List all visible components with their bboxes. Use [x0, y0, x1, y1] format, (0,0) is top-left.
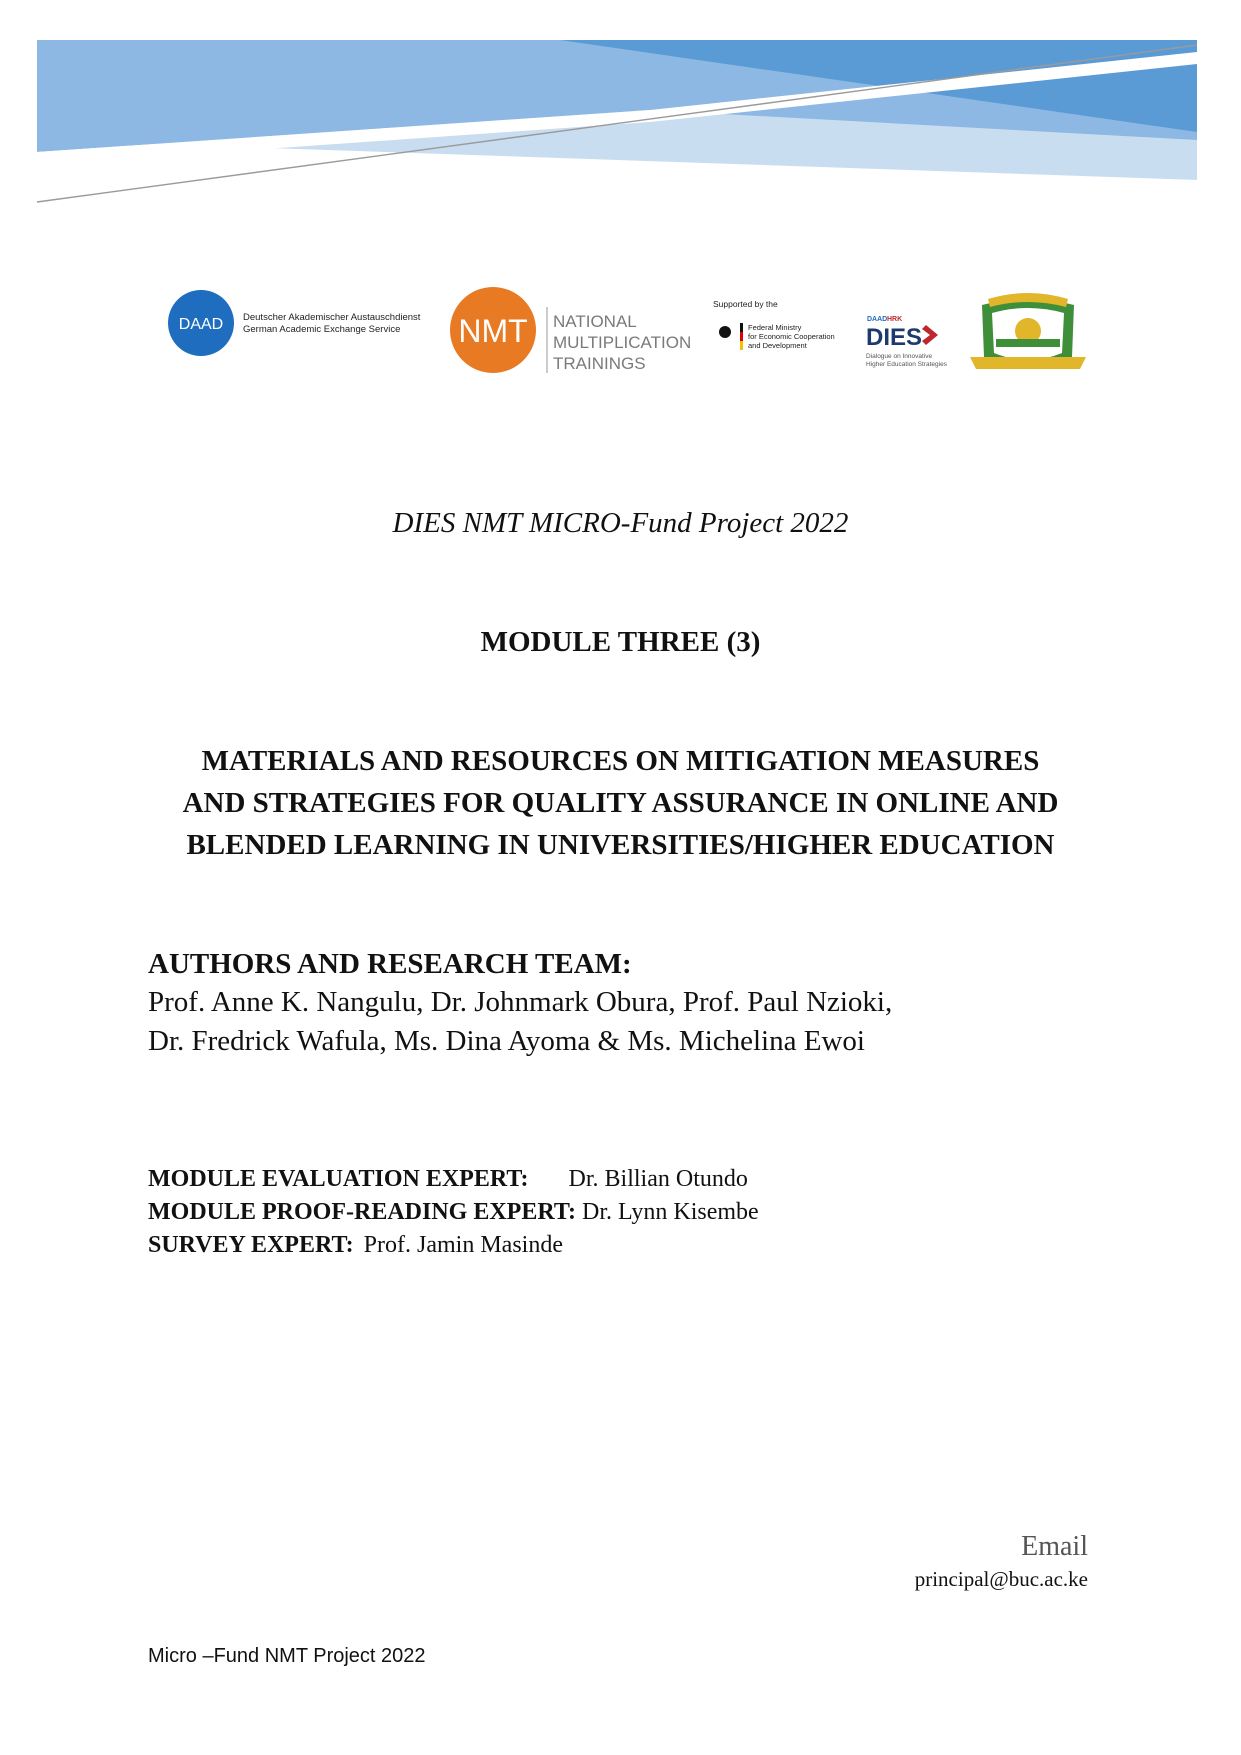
seal-ground	[996, 339, 1060, 347]
module-title-line: BLENDED LEARNING IN UNIVERSITIES/HIGHER EDUCATION	[186, 829, 1055, 861]
experts-section	[148, 1163, 1148, 1262]
daad-logo-line1: Deutscher Akademischer Austauschdienst	[243, 312, 421, 323]
daad-logo	[168, 290, 421, 356]
university-seal-icon	[970, 293, 1086, 369]
dies-logo	[866, 316, 948, 368]
partner-logos	[150, 265, 1110, 385]
expert-name: Dr. Billian Otundo	[568, 1166, 748, 1192]
email-address[interactable]: principal@buc.ac.ke	[914, 1567, 1088, 1591]
authors-heading: AUTHORS AND RESEARCH TEAM:	[148, 948, 632, 980]
bmz-logo	[713, 299, 835, 350]
dies-logo-partner-daad: DAAD	[867, 316, 888, 323]
bmz-logo-line1: Federal Ministry	[748, 323, 802, 332]
module-title-line: MATERIALS AND RESOURCES ON MITIGATION MEASURES	[201, 745, 1040, 777]
expert-label: MODULE PROOF-READING EXPERT:	[148, 1199, 577, 1225]
expert-row-evaluation	[148, 1163, 1148, 1196]
nmt-logo	[450, 287, 691, 373]
authors-list-line: Prof. Anne K. Nangulu, Dr. Johnmark Obura, Prof. Paul Nzioki,	[148, 986, 893, 1018]
project-subtitle: DIES NMT MICRO-Fund Project 2022	[392, 507, 849, 539]
nmt-logo-line2: MULTIPLICATION	[553, 333, 692, 352]
nmt-logo-line1: NATIONAL	[553, 312, 637, 331]
expert-label: SURVEY EXPERT:	[148, 1232, 354, 1258]
expert-row-proofreading	[148, 1196, 1148, 1229]
dies-logo-line1: Dialogue on Innovative	[866, 353, 933, 360]
page-footer: Micro –Fund NMT Project 2022	[148, 1645, 426, 1667]
dies-logo-partner-hrk: HRK	[887, 316, 903, 323]
bmz-logo-line3: and Development	[748, 341, 807, 350]
flag-gold-icon	[740, 341, 743, 350]
eagle-icon	[719, 326, 731, 338]
expert-name: Dr. Lynn Kisembe	[582, 1199, 759, 1225]
expert-name: Prof. Jamin Masinde	[363, 1232, 563, 1258]
expert-row-survey	[148, 1229, 1148, 1262]
seal-ribbon	[970, 357, 1086, 369]
daad-logo-line2: German Academic Exchange Service	[243, 324, 401, 335]
daad-logo-mark: DAAD	[178, 316, 224, 333]
contact-email-block	[915, 1530, 1088, 1594]
email-heading: Email	[1021, 1531, 1088, 1562]
authors-list-line: Dr. Fredrick Wafula, Ms. Dina Ayoma & Ms. Michelina Ewoi	[148, 1025, 865, 1057]
header-banner	[0, 0, 1241, 220]
dies-logo-line2: Higher Education Strategies	[866, 361, 947, 368]
bmz-logo-line2: for Economic Cooperation	[748, 332, 835, 341]
module-title-line: AND STRATEGIES FOR QUALITY ASSURANCE IN ONLINE AND	[182, 787, 1059, 819]
dies-arrow-icon	[922, 325, 938, 345]
nmt-logo-mark: NMT	[458, 313, 528, 349]
flag-red-icon	[740, 332, 743, 341]
flag-black-icon	[740, 323, 743, 332]
bmz-logo-supported: Supported by the	[713, 299, 778, 309]
module-title	[120, 740, 1121, 866]
module-number: MODULE THREE (3)	[480, 626, 761, 658]
nmt-logo-line3: TRAININGS	[553, 354, 646, 373]
expert-label: MODULE EVALUATION EXPERT:	[148, 1166, 529, 1192]
dies-logo-mark: DIES	[866, 324, 923, 351]
authors-section	[148, 945, 1148, 1061]
